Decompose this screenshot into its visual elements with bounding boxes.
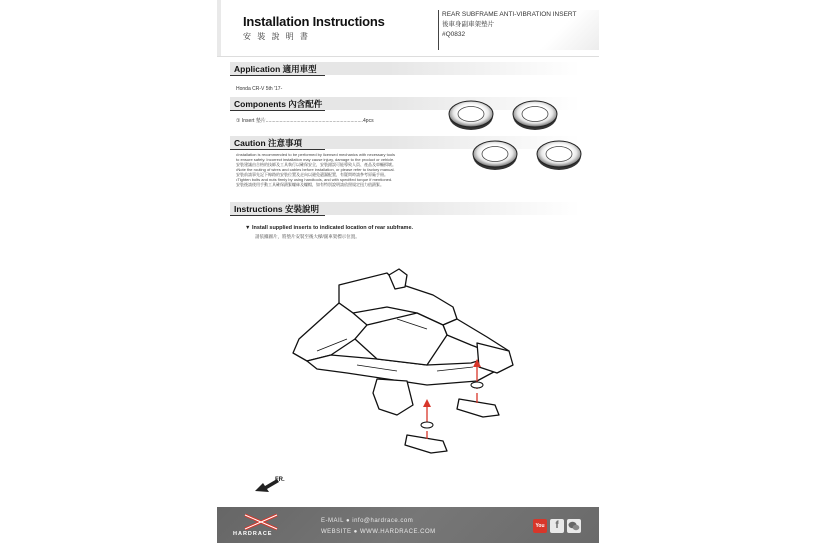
- instruction-sheet: [217, 0, 599, 543]
- application-underline: [230, 75, 325, 76]
- caution-text: [236, 152, 436, 187]
- caution-line: 安裝後請使用手動工具確保鎖緊螺絲及螺帽，如有特別說明請依照規定扭力值鎖緊。: [236, 182, 384, 187]
- insert-ring: [513, 101, 557, 130]
- facebook-icon[interactable]: f: [550, 519, 564, 533]
- insert-rings-illustration: [435, 100, 595, 180]
- caution-underline: [230, 149, 325, 150]
- wechat-icon[interactable]: [567, 519, 581, 533]
- youtube-icon[interactable]: You: [533, 519, 547, 533]
- subframe-center-brace: [355, 313, 447, 365]
- email-line[interactable]: E-MAIL ● info@hardrace.com: [321, 518, 414, 524]
- insert-location-marker: [421, 399, 433, 439]
- product-name-zh: 後車身副車架墊片: [442, 21, 494, 28]
- insert-ring: [449, 101, 493, 130]
- caution-line: •Note the routing of wires and cables before installation, or please refer to factory manual.: [236, 167, 395, 172]
- caution-line: •Tighten bolts and nuts firmly by using handtools, and with specified torque if mentioned.: [236, 177, 393, 182]
- vehicle-fitment: Honda CR-V 5th '17-: [236, 86, 283, 92]
- contact-info: [321, 516, 436, 538]
- document-title: Installation Instructions: [243, 14, 385, 29]
- instructions-underline: [230, 215, 325, 216]
- document-title-zh: 安 裝 說 明 書: [243, 32, 310, 41]
- components-underline: [230, 110, 325, 111]
- components-heading: Components 內含配件: [234, 99, 323, 109]
- insert-ring: [473, 141, 517, 170]
- right-mount-bracket: [477, 343, 513, 373]
- caution-line: to ensure safety. Incorrect installation may cause injury, damage to the product or vehicle.: [236, 157, 395, 162]
- caution-line: 安裝前請事先記下線路的安裝位置及走向以避免遺漏配置，有疑問時請參考原廠手冊。: [236, 172, 388, 177]
- lower-bracket: [405, 435, 447, 453]
- website-line[interactable]: WEBSITE ● WWW.HARDRACE.COM: [321, 529, 436, 535]
- header-title-block: [243, 14, 385, 42]
- caution-heading: Caution 注意事項: [234, 138, 302, 148]
- direction-label: FR.: [275, 477, 285, 483]
- hardrace-logo-icon: [231, 513, 291, 531]
- part-number: #Q0832: [442, 31, 466, 38]
- product-info: [438, 10, 599, 50]
- application-section-bar: [230, 62, 580, 75]
- application-heading: Application 適用車型: [234, 64, 317, 74]
- product-name-en: REAR SUBFRAME ANTI-VIBRATION INSERT: [442, 11, 577, 18]
- subframe-diagram: [247, 255, 547, 465]
- left-mount-bracket: [373, 379, 413, 415]
- lower-bracket: [457, 399, 499, 417]
- instructions-section-bar: [230, 202, 580, 215]
- front-direction-indicator: [253, 473, 293, 493]
- insert-ring: [537, 141, 581, 170]
- footer: [217, 507, 599, 543]
- instruction-step-zh: 請依據圖片，將墊片安裝至後大樑/副車架標示位置。: [255, 234, 360, 239]
- instructions-heading: Instructions 安裝說明: [234, 204, 320, 214]
- caution-line: 安裝建議由合格的技師及工具執行以確保安全，安裝錯誤可能導致人員、產品及車輛損壞。: [236, 162, 396, 167]
- brand-name: HARDRACE: [233, 531, 273, 537]
- header-divider: [217, 56, 599, 57]
- caution-line: •Installation is recommended to be performed by licensed mechanics with necessary tools: [236, 152, 396, 157]
- instruction-step-en: ▼ Install supplied inserts to indicated location of rear subframe.: [245, 225, 414, 231]
- component-item: ① Insert 墊片......................................................................4pcs: [236, 118, 374, 124]
